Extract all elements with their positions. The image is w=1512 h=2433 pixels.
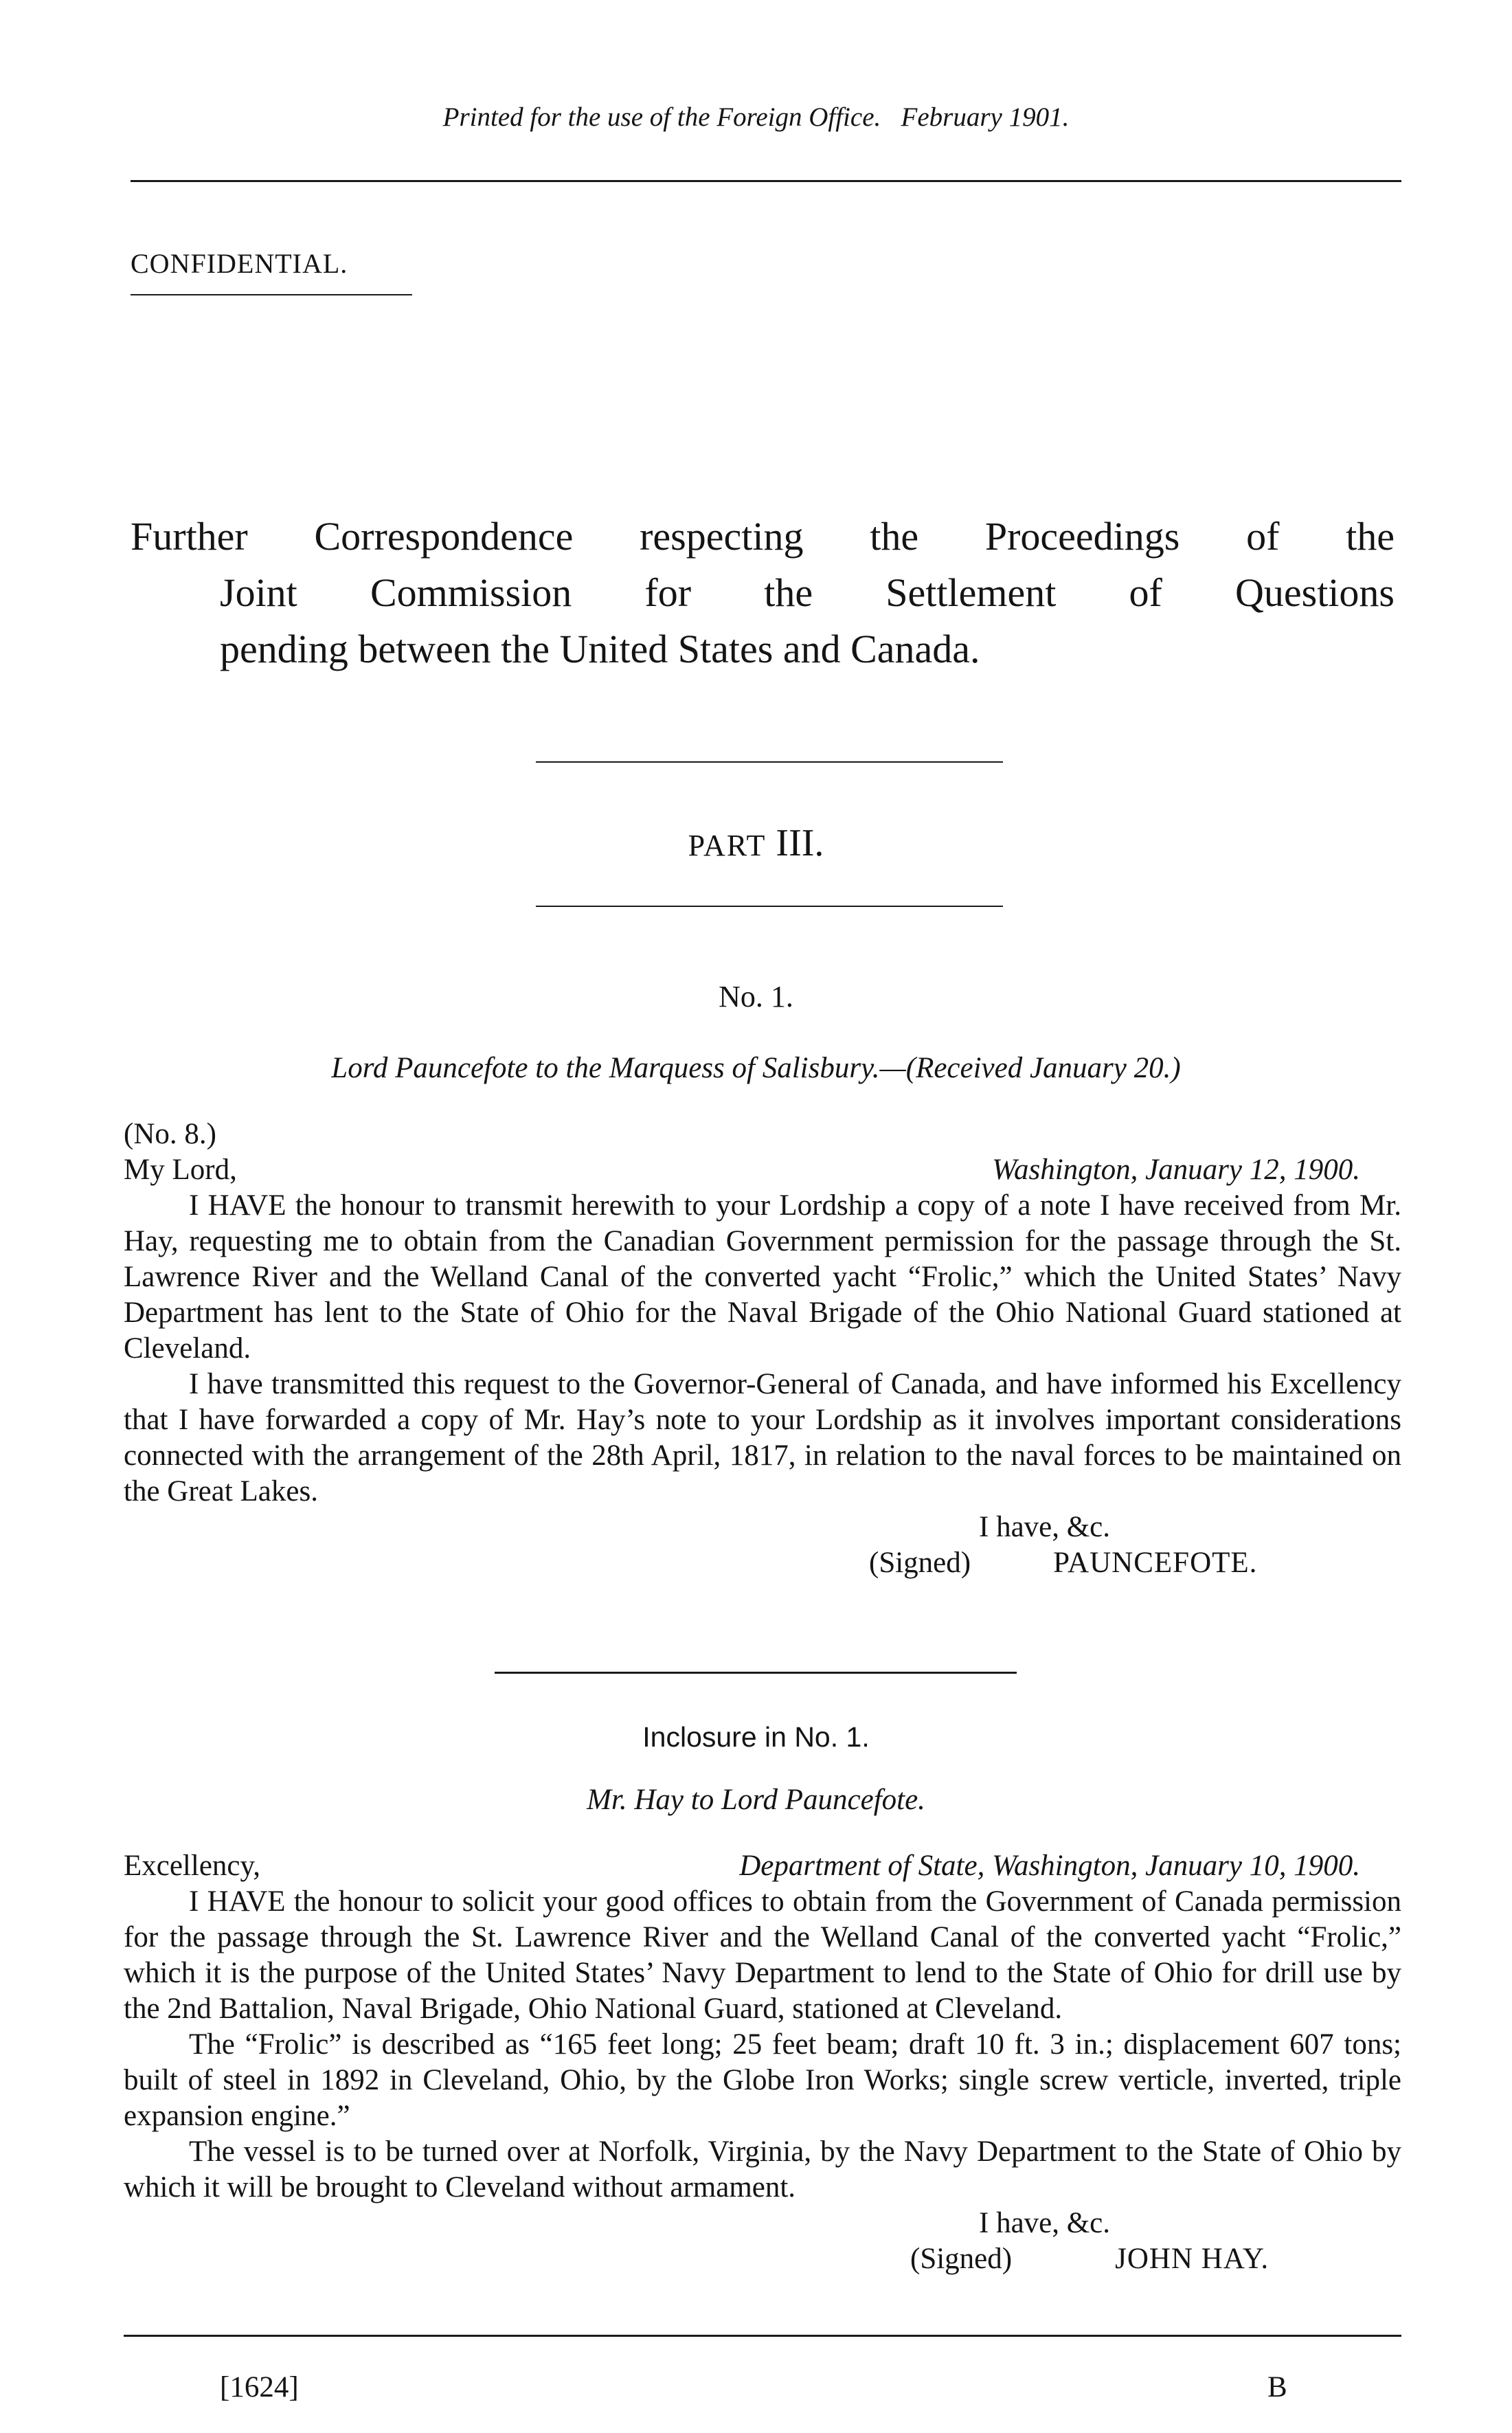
dispatch-body [124,1117,1401,1581]
inclosure-signatory: JOHN HAY. [1115,2243,1270,2275]
footer-rule [124,2335,1401,2337]
inclosure-paragraph-3: The vessel is to be turned over at Norfolk, Virginia, by the Navy Department to the State of Ohio by which it will be brought to Cleveland without armament. [124,2135,1401,2204]
title-line-3: pending between the United States and Canada. [220,627,980,671]
dispatch-place-date: Washington, January 12, 1900. [992,1154,1360,1186]
inclosure-salutation: Excellency, [124,1850,260,1882]
inclosure-place-date: Department of State, Washington, January 10, 1900. [739,1850,1360,1882]
document-number: No. 1. [719,980,793,1013]
print-reference: [1624] [220,2371,299,2403]
part-heading [0,821,1512,865]
title-line-2: Joint Commission for the Settlement of Questions [220,570,1395,615]
dispatch-paragraph-2: I have transmitted this request to the Governor-General of Canada, and have informed his Excellency that I have forwarded a copy of Mr. Hay’s note to your Lordship as it involves important considerations connected with the arrangement of the 28th April, 1817, in relation to the naval forces to be maintained on the Great Lakes. [124,1368,1401,1507]
inclosure-signature-row [124,2241,1401,2277]
part-number: III. [776,822,824,864]
confidential-label: CONFIDENTIAL. [131,248,348,279]
document-heading: Lord Pauncefote to the Marquess of Salisbury.—(Received January 20.) [331,1052,1181,1084]
dispatch-closing: I have, &c. [979,1511,1111,1543]
header-rule [131,180,1401,182]
inclosure-body [124,1848,1401,2277]
dispatch-salutation: My Lord, [124,1154,237,1186]
inclosure-paragraph-1: I HAVE the honour to solicit your good offices to obtain from the Government of Canada permission for the passage through the St. Lawrence River and the Welland Canal of the converted yacht “Frolic,” which it is the purpose of the United States’ Navy Department to lend to the State of Ohio for drill use by the 2nd Battalion, Naval Brigade, Ohio National Guard, stationed at Cleveland. [124,1885,1401,2025]
dispatch-paragraph-1: I HAVE the honour to transmit herewith to your Lordship a copy of a note I have received from Mr. Hay, requesting me to obtain from the Canadian Government permission for the passage through the St. Lawrence River and the Welland Canal of the converted yacht “Frolic,” which the United States’ Navy Department has lent to the State of Ohio for the Naval Brigade of the Ohio National Guard stationed at Cleveland. [124,1189,1401,1365]
document-title [131,508,1395,677]
dispatch-signed-label: (Signed) [869,1547,971,1579]
dispatch-reference: (No. 8.) [124,1118,216,1150]
inclosure-heading: Mr. Hay to Lord Pauncefote. [587,1784,925,1816]
inclosure-closing: I have, &c. [979,2207,1111,2239]
title-line-1: Further Correspondence respecting the Proceedings of the [131,514,1395,559]
signature-mark: B [1267,2371,1287,2403]
part-rule [536,906,1003,907]
dispatch-signatory: PAUNCEFOTE. [1053,1547,1258,1579]
confidential-underline [131,294,412,295]
inclosure-salutation-row [124,1848,1401,1884]
title-rule [536,761,1003,763]
part-label: PART [688,829,767,862]
print-date: February 1901. [901,102,1070,132]
inclosure-title: Inclosure in No. 1. [642,1721,870,1753]
inclosure-paragraph-2: The “Frolic” is described as “165 feet long; 25 feet beam; draft 10 ft. 3 in.; displacement 607 tons; built of steel in 1892 in Cleveland, Ohio, by the Globe Iron Works; single screw verticle, inverted, triple expansion engine.” [124,2028,1401,2132]
inclosure-signed-label: (Signed) [910,2243,1013,2275]
dispatch-salutation-row [124,1152,1401,1188]
print-notice [0,102,1512,133]
dispatch-signature-row [124,1545,1401,1581]
section-rule [495,1672,1017,1674]
printed-for-text: Printed for the use of the Foreign Office. [442,102,881,132]
